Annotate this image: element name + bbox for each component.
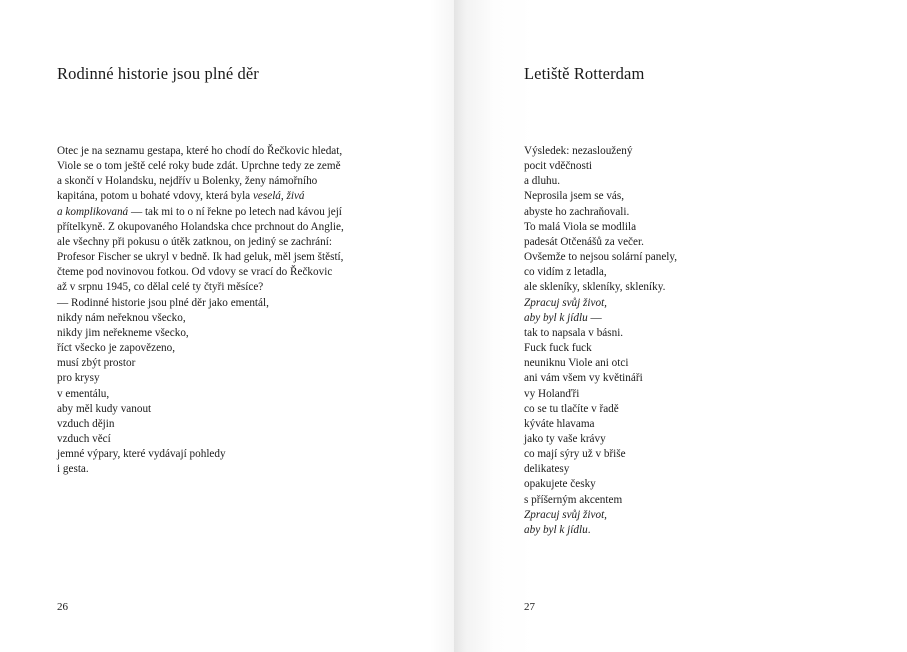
text-segment: opakujete česky [524,478,596,491]
right-page [454,0,907,652]
text-line [524,371,724,386]
text-segment: neuniknu Viole ani otci [524,357,629,370]
text-line [57,220,397,235]
text-line [524,402,724,417]
text-segment: Otec je na seznamu gestapa, které ho chodí do Řečkovic hledat, [57,145,343,157]
text-line [57,341,397,356]
text-line [524,174,724,189]
text-line [57,159,397,174]
text-segment: Neprosila jsem se vás, [524,190,625,203]
text-line [524,326,724,341]
text-segment: Profesor Fischer se ukryl v bedně. Ik had geluk, měl jsem štěstí, [57,251,344,264]
text-line [57,205,397,220]
text-line [524,205,724,220]
left-page-number: 26 [57,601,68,613]
text-segment: padesát Otčenášů za večer. [524,235,644,248]
text-segment: a skončí v Holandsku, nejdřív u Bolenky, ženy námořního [57,175,318,188]
text-line [524,296,724,311]
right-page-title: Letiště Rotterdam [524,64,645,83]
text-segment: — [587,311,602,324]
text-segment: vy Holanďři [524,387,580,400]
text-segment: Výsledek: nezasloužený [524,145,633,157]
text-segment: delikatesy [524,463,570,476]
text-line [57,174,397,189]
text-line [524,477,724,492]
text-line [524,493,724,508]
text-segment: Ovšemže to nejsou solární panely, [524,251,678,264]
text-segment: tak to napsala v básni. [524,326,624,339]
text-segment: — Rodinné historie jsou plné děr jako ementál, [57,296,269,309]
text-line [524,387,724,402]
text-line [57,356,397,371]
text-segment: ale skleníky, skleníky, skleníky. [524,281,666,294]
text-segment: Zpracuj svůj život, [524,296,607,309]
text-segment: vzduch dějin [57,417,115,430]
text-line [57,235,397,250]
text-segment: pro krysy [57,372,100,385]
text-segment: veselá, živá [252,190,305,203]
text-segment: . [587,523,591,536]
text-segment: pocit vděčnosti [524,160,593,173]
text-line [524,235,724,250]
text-segment: co se tu tlačíte v řadě [524,402,619,415]
text-line [57,402,397,417]
text-segment: aby byl k jídlu [524,311,588,324]
text-segment: i gesta. [57,463,89,476]
text-segment: a dluhu. [524,175,561,188]
text-segment: až v srpnu 1945, co dělal celé ty čtyři měsíce? [57,281,264,294]
text-line [57,371,397,386]
text-line [57,387,397,402]
text-line [57,462,397,477]
text-line [524,250,724,265]
text-line [524,189,724,204]
text-segment: čteme pod novinovou fotkou. Od vdovy se vrací do Řečkovic [57,266,333,279]
right-page-number: 27 [524,601,535,613]
text-segment: To malá Viola se modlila [524,220,637,233]
text-line [57,311,397,326]
text-line [524,280,724,295]
text-segment: říct všecko je zapovězeno, [57,342,176,355]
text-line [57,265,397,280]
text-line [57,280,397,295]
text-segment: s příšerným akcentem [524,493,623,506]
text-segment: nikdy jim neřekneme všecko, [57,326,189,339]
text-line [524,447,724,462]
left-page-title: Rodinné historie jsou plné děr [57,64,259,83]
text-segment: abyste ho zachraňovali. [524,205,630,218]
text-segment: a komplikovaná [57,205,129,218]
text-segment: co vidím z letadla, [524,266,607,279]
text-segment: ani vám všem vy květináři [524,372,643,385]
text-line [524,341,724,356]
text-segment: přítelkyně. Z okupovaného Holandska chce prchnout do Anglie, [57,220,344,233]
text-line [524,508,724,523]
text-segment: Zpracuj svůj život, [524,508,607,521]
left-page-text [57,144,397,477]
text-line [524,417,724,432]
text-segment: jemné výpary, které vydávají pohledy [57,448,226,461]
gutter-shadow [430,0,454,652]
text-segment: ale všechny při pokusu o útěk zatknou, on jediný se zachrání: [57,235,332,248]
text-line [524,159,724,174]
text-line [524,462,724,477]
text-segment: musí zbýt prostor [57,357,136,370]
text-segment: aby byl k jídlu [524,523,588,536]
text-segment: jako ty vaše krávy [524,432,606,445]
text-segment: co mají sýry už v břiše [524,448,626,461]
text-line [57,296,397,311]
text-line [524,144,724,159]
text-line [524,432,724,447]
text-line [524,220,724,235]
text-segment: Fuck fuck fuck [524,342,592,355]
text-line [57,432,397,447]
text-line [524,523,724,538]
text-segment: Viole se o tom ještě celé roky bude zdát. Uprchne tedy ze země [57,160,341,173]
text-line [57,189,397,204]
text-segment: — tak mi to o ní řekne po letech nad kávou její [128,205,342,218]
text-segment: kapitána, potom u bohaté vdovy, která byla [57,190,253,203]
text-line [57,417,397,432]
text-line [57,326,397,341]
text-segment: kýváte hlavama [524,417,595,430]
right-page-text [524,144,724,538]
text-line [57,144,397,159]
text-segment: v ementálu, [57,387,110,400]
text-segment: vzduch věcí [57,432,111,445]
text-segment: aby měl kudy vanout [57,402,152,415]
text-segment: nikdy nám neřeknou všecko, [57,311,186,324]
text-line [524,356,724,371]
text-line [57,250,397,265]
text-line [524,265,724,280]
text-line [57,447,397,462]
text-line [524,311,724,326]
